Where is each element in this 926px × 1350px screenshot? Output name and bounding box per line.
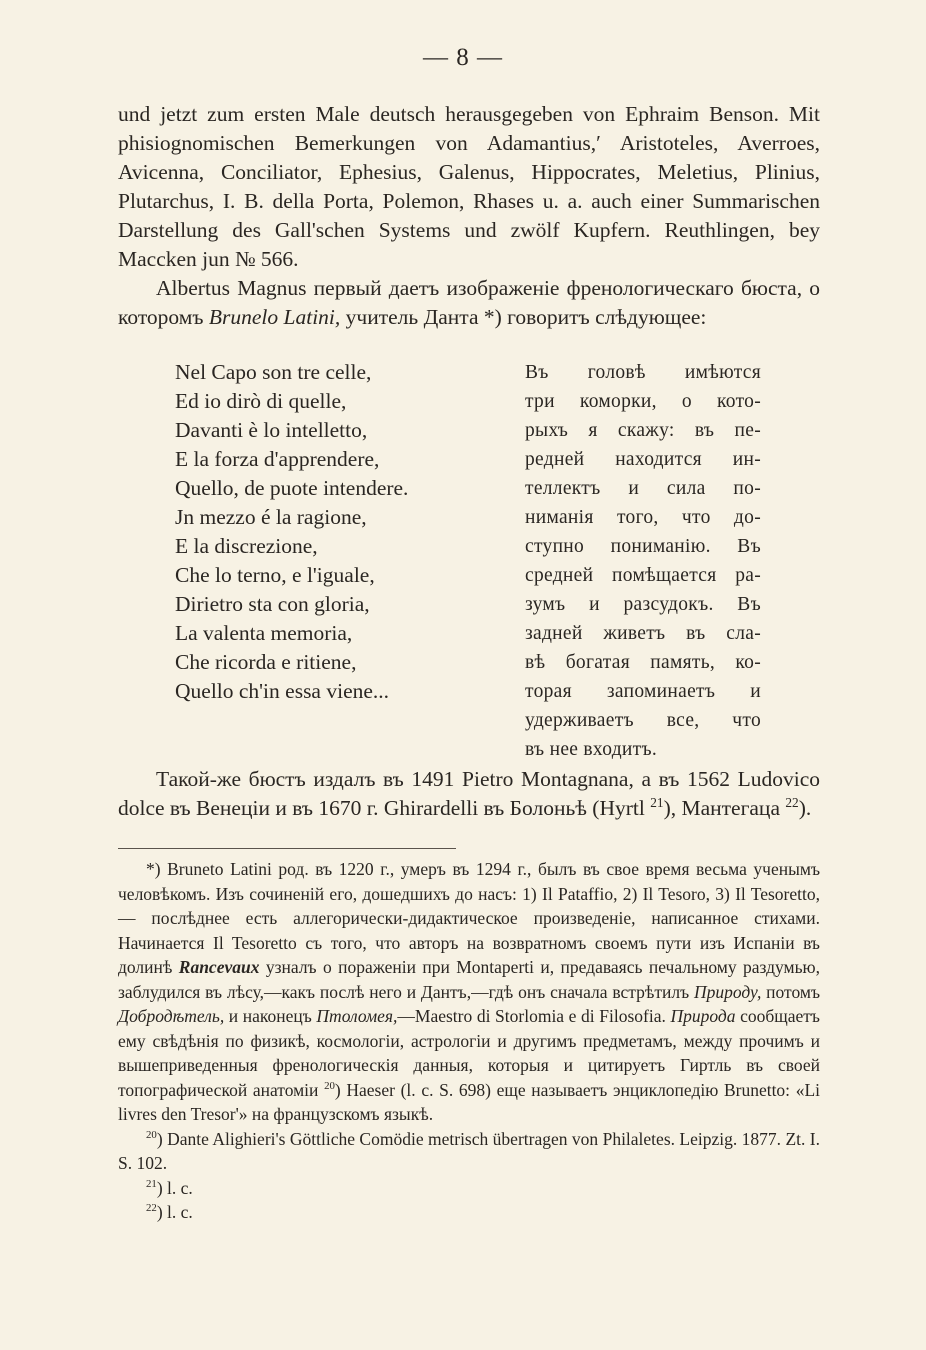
footnote-ref-21: 21 <box>650 794 664 810</box>
poem-line: La valenta memoria, <box>175 621 353 645</box>
footnote-star <box>118 857 820 1127</box>
footnote-22 <box>118 1200 820 1225</box>
translation-line: ступно пониманію. Въ <box>525 536 761 557</box>
poem-line: Ed io dirò di quelle, <box>175 389 347 413</box>
paragraph-albertus-start: Albertus Magnus первый даетъ изображеніе френологическаго бюста, о которомъ <box>118 276 820 329</box>
priroda-word-2: Природа <box>670 1006 736 1026</box>
poem-line: Quello ch'in essa viene... <box>175 679 390 703</box>
footnote-star-text-f: сообщаетъ ему свѣдѣнія по физикѣ, космологіи, астрологіи и другимъ предметамъ, между прочимъ и вышеприведенныя френологическія данныя, которыя и цитируетъ Гиртль въ своей топографической анатоміи <box>118 1006 820 1100</box>
poem-line: Quello, de puote intendere. <box>175 476 409 500</box>
rancevaux-name: Rancevaux <box>178 957 260 977</box>
ptolomey-word: Птоломея, <box>316 1006 398 1026</box>
footnote-20-text: ) Dante Alighieri's Göttliche Comödie metrisch übertragen von Philaletes. Leipzig. 1877. Zt. I. S. 102. <box>118 1128 820 1173</box>
dobrodetel-word: Добродѣтель, <box>118 1006 225 1026</box>
footnote-22-mark: 22 <box>146 1202 157 1215</box>
paragraph-albertus-end: учитель Данта *) говоритъ слѣдующее: <box>340 305 707 329</box>
priroda-word: Природу, <box>694 981 762 1002</box>
paragraph-bibliography: und jetzt zum ersten Male deutsch herausgegeben von Ephraim Benson. Mit phisiognomischen Bemerkungen von Adamantius,ʹ Aristoteles, Averroes, Avicenna, Conciliator, Ephesius, Galenus, Hippocrates, Meletius, Plinius, Plutarchus, I. B. della Porta, Polemon, Rhases u. a. auch einer Summarischen Darstellung des Gall'schen Systems und zwölf Kupfern. Reuthlingen, bey Maccken jun № 566. <box>118 102 820 271</box>
footnotes <box>118 857 820 1225</box>
translation-line: задней живетъ въ сла- <box>525 623 761 644</box>
page-number: — 8 — <box>423 44 503 71</box>
footnote-star-text-c: потомъ <box>761 981 820 1002</box>
paragraph-busts <box>118 765 820 823</box>
poem-line: Jn mezzo é la ragione, <box>175 505 367 529</box>
paragraph-albertus <box>118 274 820 332</box>
footnote-star-text-d: и наконецъ <box>224 1006 317 1026</box>
footnote-ref-22: 22 <box>785 794 799 810</box>
footnote-rule <box>118 848 456 849</box>
translation-line: три коморки, о кото- <box>525 391 761 412</box>
translation-line: торая запоминаетъ и <box>525 681 761 702</box>
footnote-star-text-a: *) Bruneto Latini род. въ 1220 г., умеръ въ 1294 г., былъ въ свое время весьма ученымъ человѣкомъ. Изъ сочиненій его, дошедшихъ до насъ: 1) Il Pataffio, 2) Il Tesoro, 3) Il Tesoretto,— послѣднее есть аллегорически-дидактическое произведеніе, написанное стихами. Начинается Il Tesoretto съ того, что авторъ на возвратномъ своемъ пути изъ Испаніи въ долинѣ <box>118 859 820 977</box>
translation-line: зумъ и разсудокъ. Въ <box>525 594 761 615</box>
footnote-star-text-e: —Maestro di Storlomia e di Filosofia. <box>397 1006 671 1026</box>
translation-line: теллектъ и сила по- <box>525 478 761 499</box>
footnote-ref-20: 20 <box>324 1079 335 1092</box>
translation-line: рыхъ я скажу: въ пе- <box>525 420 761 441</box>
translation-line: въ нее входитъ. <box>525 739 658 760</box>
translation-line: средней помѣщается ра- <box>525 565 761 586</box>
footnote-star-text-b: узналъ о пораженіи при Montaperti и, предаваясь печальному раздумью, заблудился въ лѣсу,—какъ послѣ него и Дантъ,—гдѣ онъ сначала встрѣтилъ <box>118 957 820 1002</box>
russian-translation <box>525 358 761 764</box>
translation-line: Въ головѣ имѣются <box>525 362 761 383</box>
poem-line: E la forza d'apprendere, <box>175 447 380 471</box>
poem-line: Nel Capo son tre celle, <box>175 360 372 384</box>
poem-line: Davanti è lo intelletto, <box>175 418 368 442</box>
busts-text: Такой-же бюстъ издалъ въ 1491 Pietro Montagnana, а въ 1562 Ludovico dolce въ Венеціи и въ 1670 г. Ghirardelli въ Болоньѣ (Hyrtl <box>118 767 820 820</box>
translation-line: редней находится ин- <box>525 449 761 470</box>
translation-line: ниманія того, что до- <box>525 507 761 528</box>
footnote-21-text: ) l. c. <box>156 1177 193 1198</box>
brunelo-latini-name: Brunelo Latini, <box>208 305 341 329</box>
busts-text-end: ). <box>798 796 812 820</box>
italian-poem <box>175 358 475 706</box>
footnote-21-mark: 21 <box>146 1177 157 1190</box>
poem-line: Dirietro sta con gloria, <box>175 592 370 616</box>
poem-line: Che ricorda e ritiene, <box>175 650 357 674</box>
footnote-20-mark: 20 <box>146 1128 157 1141</box>
main-text <box>118 100 820 332</box>
footnote-20 <box>118 1127 820 1176</box>
translation-line: вѣ богатая память, ко- <box>525 652 761 673</box>
footnote-21 <box>118 1176 820 1201</box>
footnote-star-text-g: ) Haeser (l. c. S. 698) еще называетъ энциклопедію Brunetto: «Li livres den Tresor'» на французскомъ языкѣ. <box>118 1079 820 1124</box>
footnote-22-text: ) l. c. <box>156 1202 193 1222</box>
poem-line: E la discrezione, <box>175 534 318 558</box>
translation-line: удерживаетъ все, что <box>525 710 761 731</box>
busts-text-mid: ), Мантегаца <box>663 796 786 820</box>
poem-line: Che lo terno, e l'iguale, <box>175 563 375 587</box>
